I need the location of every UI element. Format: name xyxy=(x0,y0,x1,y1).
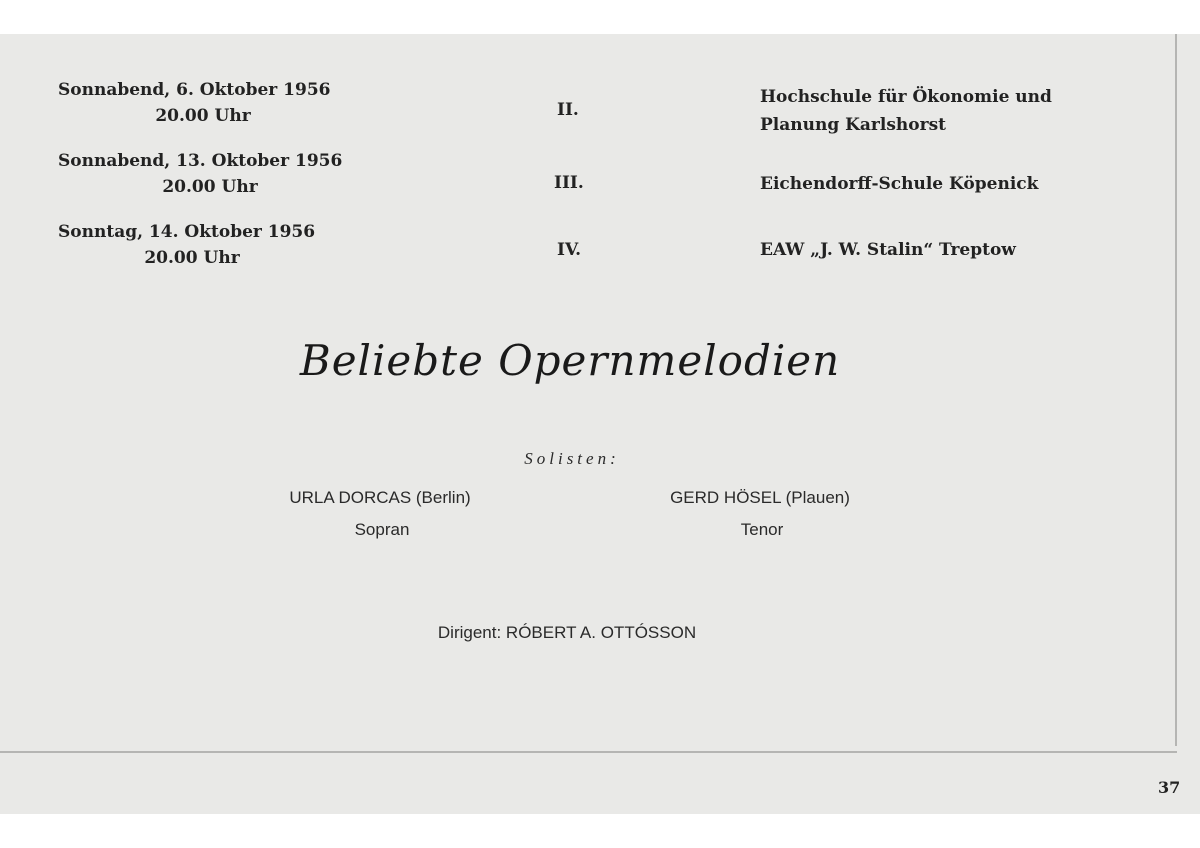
page-number: 37 xyxy=(1158,778,1181,797)
soloist-name: URLA DORCAS (Berlin) xyxy=(289,488,471,507)
event-number: III. xyxy=(554,173,584,193)
page-border-bottom xyxy=(0,751,1177,753)
conductor-line: Dirigent: RÓBERT A. OTTÓSSON xyxy=(437,623,697,642)
event-time: 20.00 Uhr xyxy=(144,248,240,268)
event-venue: Planung Karlshorst xyxy=(760,115,946,135)
page-border-right xyxy=(1175,34,1177,746)
event-venue: Eichendorff-Schule Köpenick xyxy=(760,174,1039,194)
soloist-voice: Sopran xyxy=(354,520,410,539)
event-number: IV. xyxy=(557,240,582,260)
soloist-name: GERD HÖSEL (Plauen) xyxy=(670,488,850,507)
program-title: Beliebte Opernmelodien xyxy=(299,336,841,385)
soloist-voice: Tenor xyxy=(740,520,784,539)
event-date: Sonnabend, 13. Oktober 1956 xyxy=(58,151,343,171)
event-time: 20.00 Uhr xyxy=(162,177,258,197)
event-time: 20.00 Uhr xyxy=(155,106,251,126)
event-venue: Hochschule für Ökonomie und xyxy=(760,87,1052,107)
event-date: Sonntag, 14. Oktober 1956 xyxy=(58,222,316,242)
event-venue: EAW „J. W. Stalin“ Treptow xyxy=(760,240,1016,260)
soloists-heading: Solisten: xyxy=(524,449,620,468)
event-date: Sonnabend, 6. Oktober 1956 xyxy=(58,80,331,100)
event-number: II. xyxy=(557,100,579,120)
